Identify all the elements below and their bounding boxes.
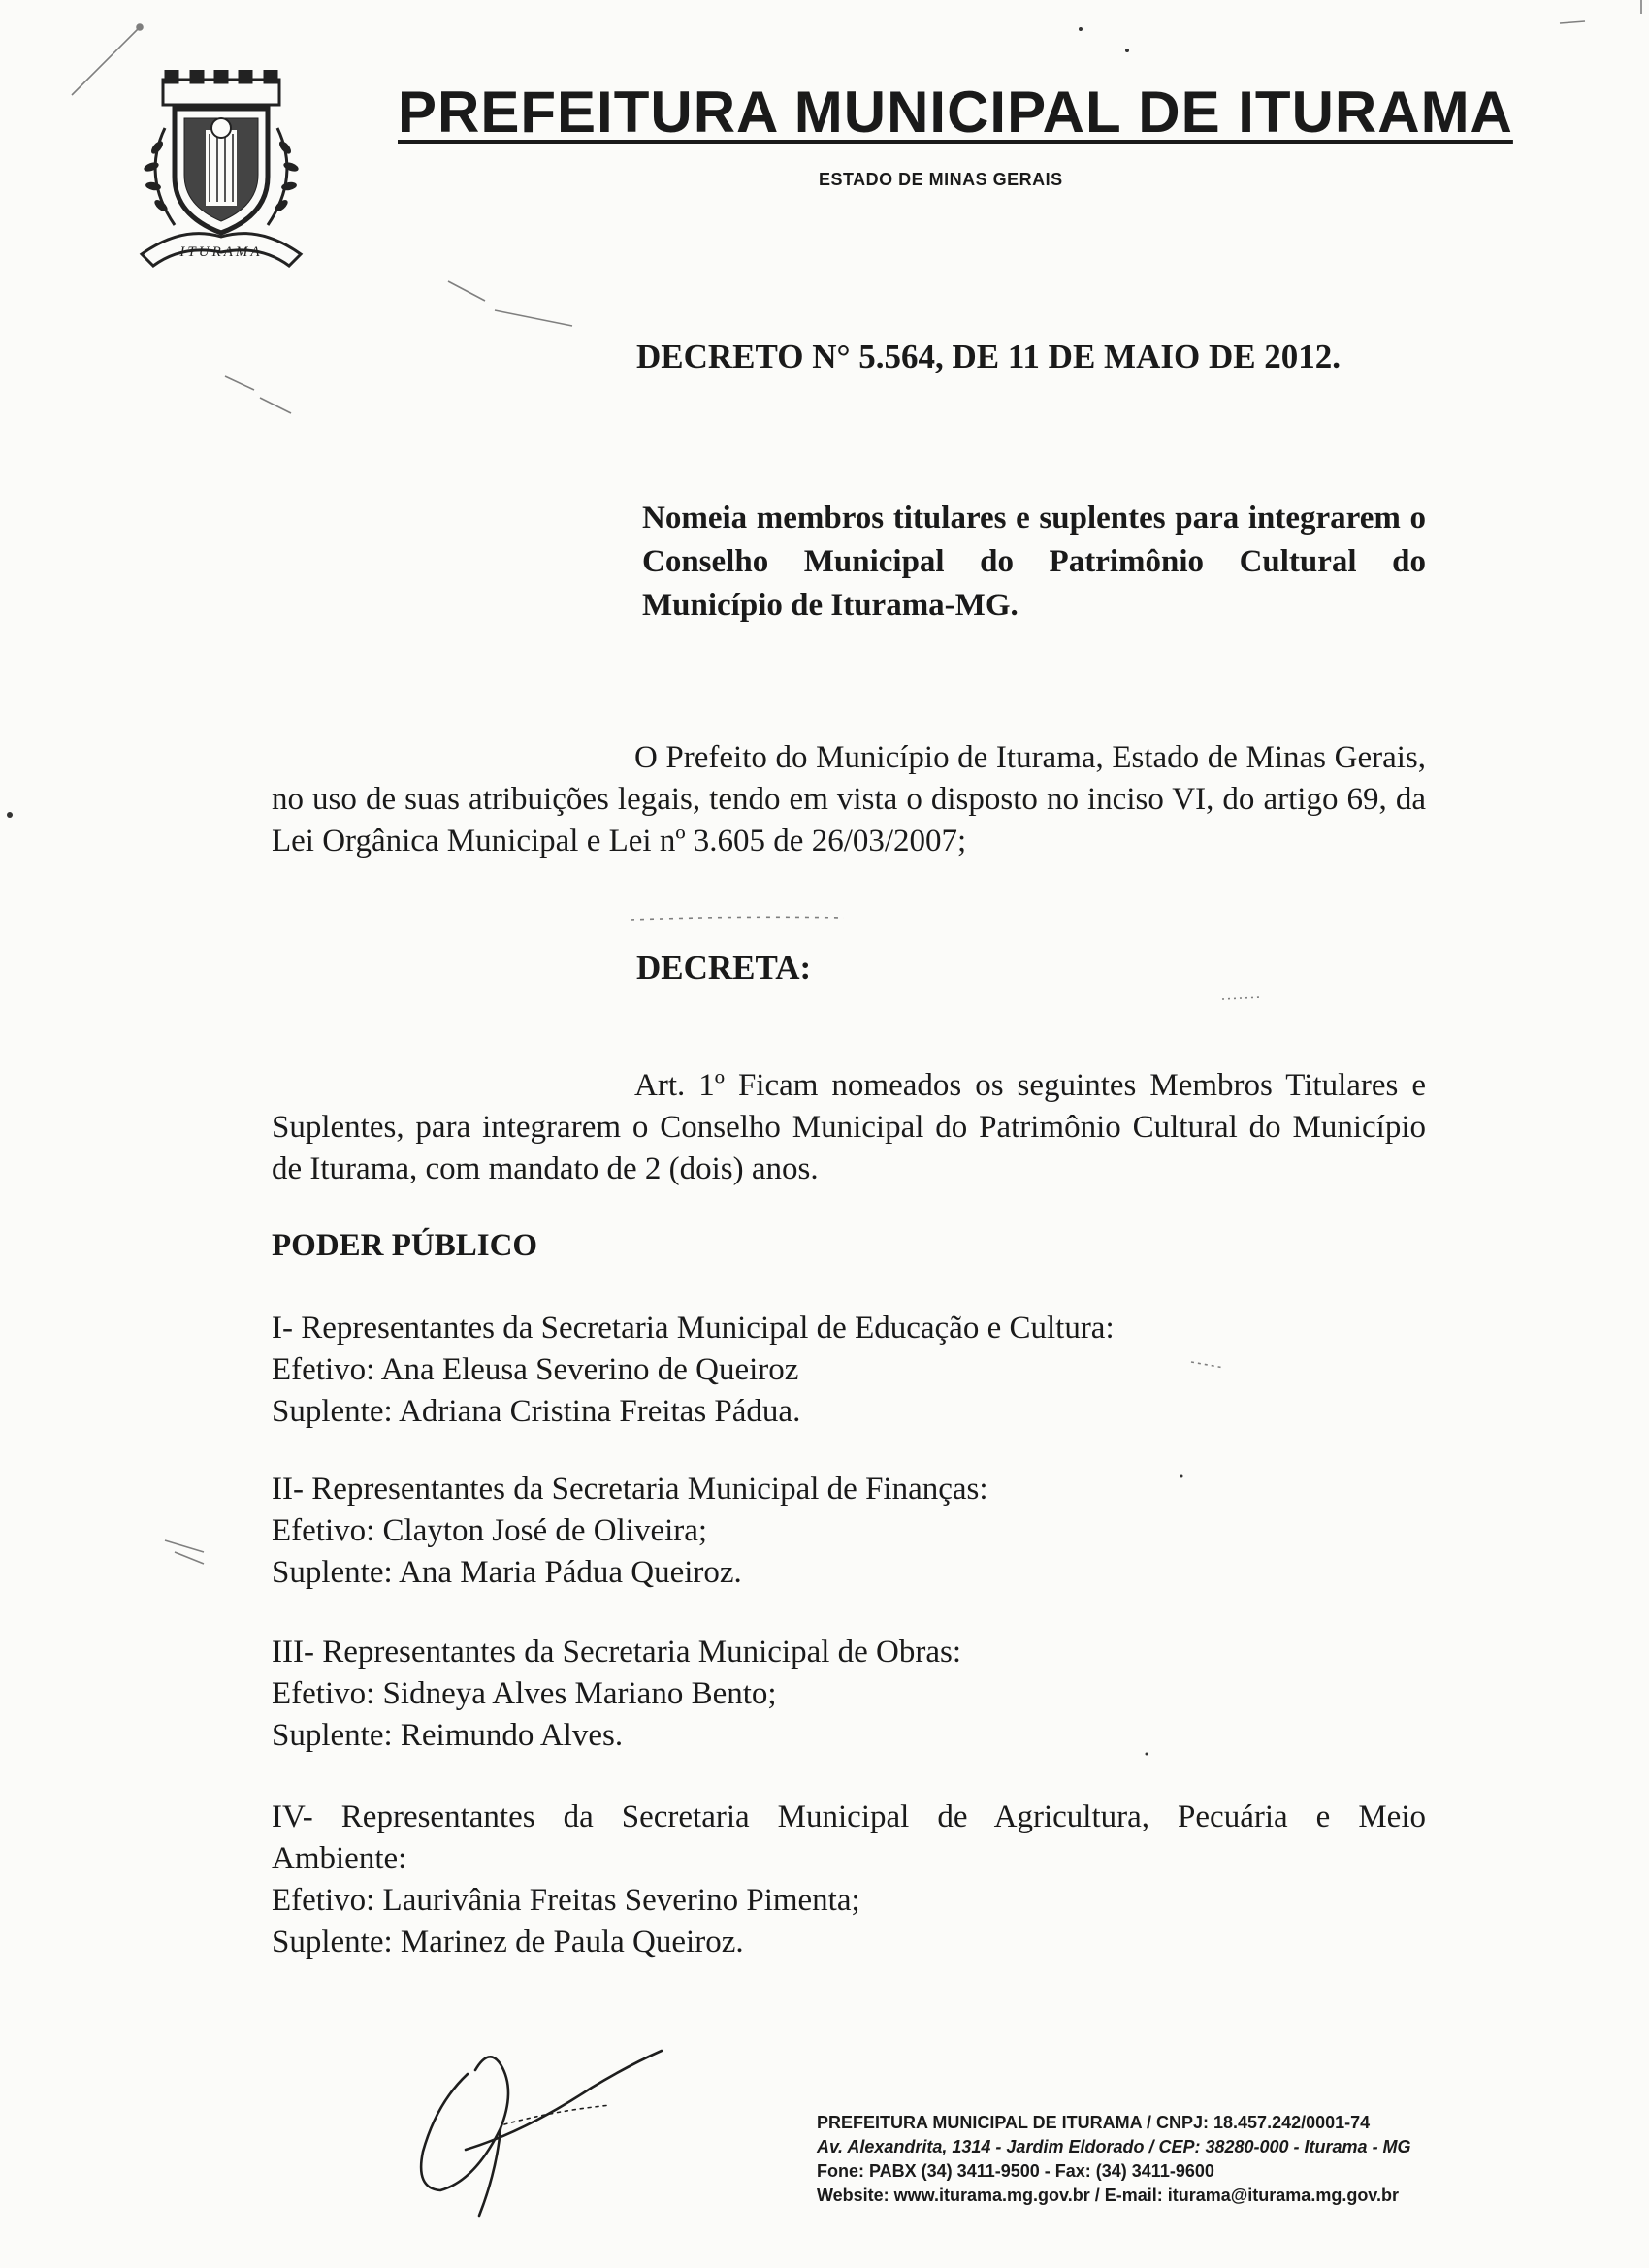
preamble-paragraph [272, 737, 1426, 862]
efetivo-member: Efetivo: Sidneya Alves Mariano Bento; [272, 1676, 777, 1711]
decree-title: DECRETO N° 5.564, DE 11 DE MAIO DE 2012. [636, 338, 1342, 375]
decreta-heading: DECRETA: [636, 949, 812, 987]
suplente-member: Suplente: Marinez de Paula Queiroz. [272, 1925, 744, 1960]
group-heading: III- Representantes da Secretaria Municipal de Obras: [272, 1635, 962, 1669]
efetivo-member: Efetivo: Ana Eleusa Severino de Queiroz [272, 1352, 799, 1387]
article-1-paragraph [272, 1065, 1426, 1190]
handwritten-signature [407, 2035, 679, 2224]
footer-address: Av. Alexandrita, 1314 - Jardim Eldorado / CEP: 38280-000 - Iturama - MG [817, 2137, 1411, 2156]
suplente-member: Suplente: Adriana Cristina Freitas Pádua. [272, 1394, 801, 1429]
efetivo-member: Efetivo: Clayton José de Oliveira; [272, 1513, 708, 1548]
representatives-group-3 [272, 1632, 1426, 1757]
institution-title: PREFEITURA MUNICIPAL DE ITURAMA [398, 80, 1513, 145]
suplente-member: Suplente: Ana Maria Pádua Queiroz. [272, 1555, 742, 1590]
section-heading-poder-publico: PODER PÚBLICO [272, 1228, 538, 1263]
representatives-group-4 [272, 1797, 1426, 1963]
group-heading: IV- Representantes da Secretaria Municipal de Agricultura, Pecuária e Meio [272, 1799, 1426, 1834]
letterhead-footer [817, 2111, 1411, 2208]
suplente-member: Suplente: Reimundo Alves. [272, 1718, 624, 1753]
group-heading-continuation: Ambiente: [272, 1841, 407, 1876]
representatives-group-1 [272, 1308, 1426, 1433]
group-heading: I- Representantes da Secretaria Municipal de Educação e Cultura: [272, 1311, 1115, 1345]
decree-summary: Nomeia membros titulares e suplentes para integrarem o Conselho Municipal do Patrimônio Cultural do Município de Iturama-MG. [642, 501, 1426, 623]
representatives-group-2 [272, 1469, 1426, 1594]
municipal-coat-of-arms [124, 70, 318, 278]
article-1-text: Art. 1º Ficam nomeados os seguintes Membros Titulares e Suplentes, para integrarem o Conselho Municipal do Patrimônio Cultural do Município de Iturama, com mandato de 2 (dois) anos. [272, 1068, 1426, 1186]
footer-institution-cnpj: PREFEITURA MUNICIPAL DE ITURAMA / CNPJ: 18.457.242/0001-74 [817, 2113, 1371, 2132]
footer-phone: Fone: PABX (34) 3411-9500 - Fax: (34) 3411-9600 [817, 2161, 1214, 2181]
footer-web-email: Website: www.iturama.mg.gov.br / E-mail: iturama@iturama.mg.gov.br [817, 2186, 1399, 2205]
efetivo-member: Efetivo: Laurivânia Freitas Severino Pimenta; [272, 1883, 860, 1918]
preamble-text: O Prefeito do Município de Iturama, Estado de Minas Gerais, no uso de suas atribuições legais, tendo em vista o disposto no inciso VI, do artigo 69, da Lei Orgânica Municipal e Lei nº 3.605 de 26/03/2007; [272, 740, 1426, 859]
group-heading: II- Representantes da Secretaria Municipal de Finanças: [272, 1472, 988, 1507]
state-subtitle: ESTADO DE MINAS GERAIS [819, 170, 1063, 189]
svg-text:ITURAMA: ITURAMA [179, 244, 263, 260]
